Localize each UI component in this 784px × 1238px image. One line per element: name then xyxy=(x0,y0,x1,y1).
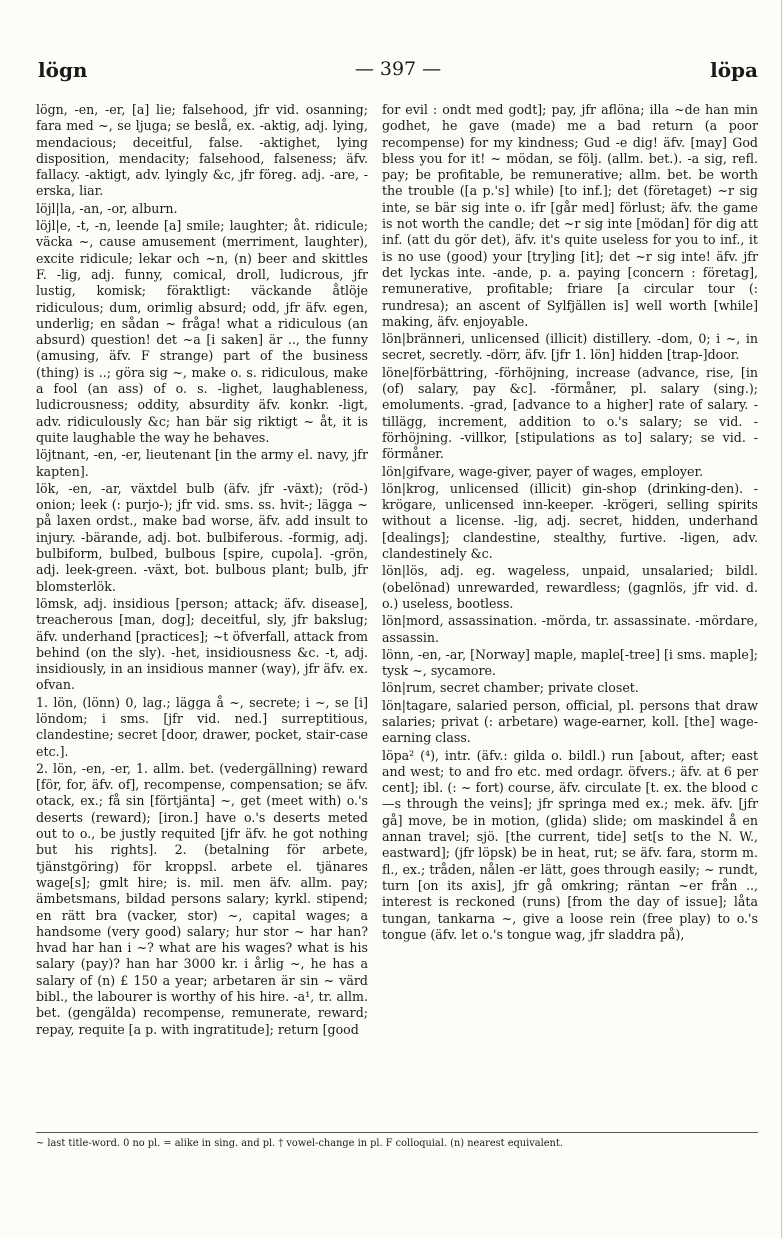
page-number: — 397 — xyxy=(354,58,442,80)
entry-lonrum: lön|rum, secret chamber; private closet. xyxy=(382,680,639,696)
footer-rule xyxy=(36,1132,758,1133)
entry-logn: lögn, -en, -er, [a] lie; falsehood, jfr vid. osanning; fara med ~, se ljuga; se beslå, ex. -aktig, adj. lying, mendacious; deceitful, false. -aktighet, lying disposition, mendacity; falsehood, falseness; äfv. fallacy. -aktigt, adv. lyingly &c, jfr föreg. adj. -are, -erska, liar. xyxy=(36,102,368,199)
entry-lontagare: lön|tagare, salaried person, official, pl. persons that draw salaries; privat (: arbetare) wage-earner, koll. [the] wage-earning class. xyxy=(382,697,758,746)
entry-loje: löjl|e, -t, -n, leende [a] smile; laughter; åt. ridicule; väcka ~, cause amusement (merriment, laughter), excite ridicule; lekar och ~n, (n) beer and skittles F. -lig, adj. funny, comical, droll, ludicrous, jfr lustig, komisk; föraktligt: väckande åtlöje ridiculous; dum, orimlig absurd; odd, jfr äfv. egen, underlig; en sådan ~ fråga! what a ridiculous (an absurd) question! det ~a [i saken] är .., the funny (amusing, äfv. F strange) part of the business (thing) is ..; göra sig ~, make o. s. ridiculous, make a fool (an ass) of o. s. -lighet, laughableness, ludicrousness; oddity, absurdity äfv. konkr. -ligt, adv. ridiculously &c; han bär sig riktigt ~ åt, it is quite laughable the way he behaves. xyxy=(36,218,368,445)
entry-lona-continued: for evil : ondt med godt]; pay, jfr aflöna; illa ~de han min godhet, he gave (made) me a bad return (a poor recompense) for my kindness; Gud -e dig! äfv. [may] God bless you for it! ~ mödan, se följ. (allm. bet.). -a sig, refl. pay; be profitable, be remunerative; allm. bet. be worth the trouble ([a p.'s] while) [to inf.]; det (företaget) ~r sig inte, se bär sig inte o. ifr [går med] förlust; äfv. the game is not worth the candle; det ~r sig inte [mödan] för dig att inf. (att du gör det), äfv. it's quite useless for you to inf., it is no use (good) your [try]ing [it]; det ~r sig inte! äfv. jfr det lyckas inte. -ande, p. a. paying [concern : företag], remunerative, profitable; friare [a circular tour (: rundresa); an ascent of Sylfjällen is] well worth [while] making, äfv. enjoyable. xyxy=(382,102,758,329)
entry-lonbranneri: lön|bränneri, unlicensed (illicit) distillery. -dom, 0; i ~, in secret, secretly. -dörr, äfv. [jfr 1. lön] hidden [trap-]door. xyxy=(382,331,758,363)
entry-lon-2: 2. lön, -en, -er, 1. allm. bet. (vedergällning) reward [för, for, äfv. of], recompense, compensation; se äfv. otack, ex.; få sin [förtjänta] ~, get (meet with) o.'s deserts (reward); [iron.] have o.'s deserts meted out to o., be justly requited [jfr äfv. he got nothing but his rights]. 2. (betalning för arbete, tjänstgöring) för kroppsl. arbete el. tjänares wage[s]; gmlt hire; is. mil. men äfv. allm. pay; ämbetsmans, bildad persons salary; kyrkl. stipend; en rätt bra (vacker, stor) ~, capital wages; a handsome (very good) salary; hur stor ~ har han? hvad har han i ~? what are his wages? what is his salary (pay)? han har 3000 kr. i årlig ~, he has a salary of (n) £ 150 a year; arbetaren är sin ~ värd bibl., the labourer is worthy of his hire. -a¹, tr. allm. bet. (gengälda) recompense, remunerate, reward; repay, requite [a p. with ingratitude]; return [good xyxy=(36,760,368,1037)
entry-lonn: lönn, -en, -ar, [Norway] maple, maple[-tree] [i sms. maple]; tysk ~, sycamore. xyxy=(382,646,758,679)
entry-longifvare: lön|gifvare, wage-giver, payer of wages, employer. xyxy=(382,463,704,479)
entry-lonlos: lön|lös, adj. eg. wageless, unpaid, unsalaried; bildl. (obelönad) unrewarded, rewardless; (gagnlös, jfr vid. d. o.) useless, bootless. xyxy=(382,563,758,611)
header-left-word: lögn xyxy=(38,58,88,82)
entry-lonkrog: lön|krog, unlicensed (illicit) gin-shop (drinking-den). -krögare, unlicensed inn-keeper. -krögeri, selling spirits without a license. -lig, adj. secret, hidden, underhand [dealings]; clandestine, stealthy, furtive. -ligen, adv. clandestinely &c. xyxy=(382,480,758,562)
entry-lon-1: 1. lön, (lönn) 0, lag.; lägga å ~, secrete; i ~, se [i] löndom; i sms. [jfr vid. ned.] surreptitious, clandestine; secret [door, drawer, pocket, stair-case etc.]. xyxy=(36,694,368,759)
footer-legend: ~ last title-word. 0 no pl. = alike in sing. and pl. † vowel-change in pl. F colloquial. (n) nearest equivalent. xyxy=(36,1138,563,1149)
entry-loneforbattring: löne|förbättring, -förhöjning, increase (advance, rise, [in (of) salary, pay &c]. -förmåner, pl. salary (sing.); emoluments. -grad, [advance to a higher] rate of salary. -tillägg, increment, addition to o.'s salary; se vid. -förhöjning. -villkor, [stipulations as to] salary; se vid. -förmåner. xyxy=(382,364,758,462)
page-edge xyxy=(781,0,782,1238)
entry-lojla: löjl|la, -an, -or, alburn. xyxy=(36,200,178,216)
header-right-word: löpa xyxy=(710,58,758,82)
entry-lojtnant: löjtnant, -en, -er, lieutenant [in the army el. navy, jfr kapten]. xyxy=(36,447,368,479)
entry-lok: lök, -en, -ar, växtdel bulb (äfv. jfr -växt); (röd-) onion; leek (: purjo-); jfr vid. sms. ss. hvit-; lägga ~ på laxen ordst., make bad worse, äfv. add insult to injury. -bärande, adj. bot. bulbiferous. -formig, adj. bulbiform, bulbed, bulbous [spire, cupola]. -grön, adj. leek-green. -växt, bot. bulbous plant; bulb, jfr blomsterlök. xyxy=(36,480,368,594)
entry-lomsk: lömsk, adj. insidious [person; attack; äfv. disease], treacherous [man, dog]; deceitful, sly, jfr bakslug; äfv. underhand [practices]; ~t öfverfall, attack from behind (on the sly). -het, insidiousness &c. -t, adj. insidiously, in an insidious manner (way), jfr äfv. ex. ofvan. xyxy=(36,595,368,693)
page-header xyxy=(38,58,758,86)
left-column xyxy=(36,102,368,1039)
entry-lopa: löpa² (⁴), intr. (äfv.: gilda o. bildl.) run [about, after; east and west; to and fro etc. med ordagr. öfvers.; äfv. at 6 per cent]; ibl. (: ~ fort) course, äfv. circulate [t. ex. the blood c—s through the veins]; jfr springa med ex.; mek. äfv. [jfr gå] move, be in motion, (glida) slide; om maskindel å en annan travel; sjö. [the current, tide] set[s to the N. W., eastward]; (jfr löpsk) be in heat, rut; se äfv. fara, storm m. fl., ex.; tråden, nålen -er lätt, goes through easily; ~ rundt, turn [on its axis], jfr gå omkring; räntan ~er från .., interest is reckoned (runs) [from the day of issue]; låta tungan, tankarna ~, give a loose rein (free play) to o.'s tongue (äfv. let o.'s tongue wag, jfr sladdra på), xyxy=(382,747,758,942)
entry-lonmord: lön|mord, assassination. -mörda, tr. assassinate. -mördare, assassin. xyxy=(382,613,758,645)
right-column xyxy=(382,102,758,944)
